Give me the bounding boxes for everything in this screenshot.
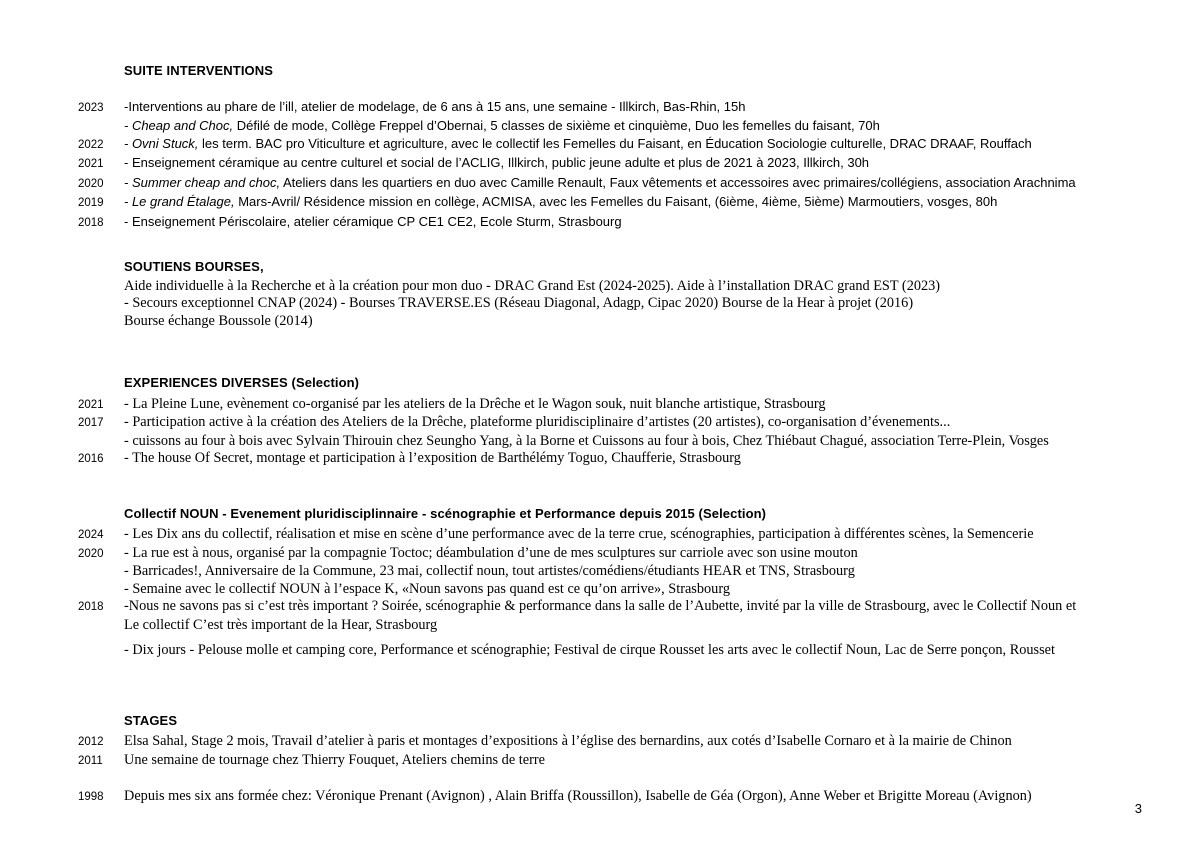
- entry-text: - cuissons au four à bois avec Sylvain Thirouin chez Seungho Yang, à la Borne et Cuissons au four à bois, Chez Thiébaut Chagué, association Terre-Plein, Vosges: [124, 432, 1049, 449]
- section-title-stages: STAGES: [124, 712, 178, 728]
- entry-text: - Dix jours - Pelouse molle et camping core, Performance et scénographie; Festival de cirque Rousset les arts avec le collectif Noun, Lac de Serre ponçon, Rousset: [124, 642, 1055, 658]
- section-title-soutiens-bourses: SOUTIENS BOURSES,: [124, 259, 264, 274]
- section-suite-interventions: [78, 62, 1148, 807]
- entry-row: [78, 313, 1148, 331]
- entry-text: - La Pleine Lune, evènement co-organisé par les ateliers de la Drêche et le Wagon souk, nuit blanche artistique, Strasbourg: [124, 395, 826, 412]
- section-heading: [78, 374, 1148, 392]
- entry-text-rest: Défilé de mode, Collège Freppel d’Obernai, 5 classes de sixième et cinquième, Duo les femelles du faisant, 70h: [233, 118, 880, 133]
- entry-text: - Secours exceptionnel CNAP (2024) - Bourses TRAVERSE.ES (Réseau Diagonal, Adagp, Cipac 2020) Bourse de la Hear à projet (2016): [124, 295, 914, 311]
- entry-row: [78, 617, 1148, 635]
- entry-year: 2018: [78, 216, 104, 229]
- entry-row: [78, 598, 1148, 617]
- entry-row: [78, 135, 1148, 155]
- page-number: 3: [1134, 801, 1142, 816]
- entry-row: [78, 752, 1148, 771]
- entry-row: [78, 733, 1148, 752]
- entry-text: [124, 174, 1148, 192]
- entry-text-italic: - Summer cheap and choc,: [124, 174, 281, 190]
- section-heading: [78, 505, 1148, 523]
- section-heading: [78, 712, 1148, 730]
- entry-text: [124, 117, 1148, 135]
- entry-year: 2020: [78, 177, 104, 190]
- entry-text-italic: - Cheap and Choc,: [124, 118, 234, 133]
- entry-text: -Nous ne savons pas si c’est très important ? Soirée, scénographie & performance dans la salle de l’Aubette, invité par la ville de Strasbourg, avec le Collectif Noun et: [124, 598, 1077, 614]
- entry-year: 2018: [78, 601, 104, 613]
- entry-year: 2023: [78, 101, 104, 114]
- entry-text: - Semaine avec le collectif NOUN à l’espace K, «Noun savons pas quand est ce qu’on arrive», Strasbourg: [124, 580, 730, 597]
- entry-year: 1998: [78, 791, 104, 803]
- entry-row: [78, 396, 1148, 415]
- entry-year: 2011: [78, 754, 103, 767]
- entry-text-rest: Mars-Avril/ Résidence mission en collège, ACMISA, avec les Femelles du Faisant, (6ième, 4ième, 5ième) Marmoutiers, vosges, 80h: [234, 194, 998, 209]
- entry-year: 2019: [78, 197, 104, 209]
- entry-row: [78, 174, 1148, 194]
- entry-row: [78, 278, 1148, 296]
- entry-row: [78, 788, 1148, 807]
- entry-year: 2016: [78, 453, 104, 465]
- entry-text: Aide individuelle à la Recherche et à la création pour mon duo - DRAC Grand Est (2024-2025). Aide à l’installation DRAC grand EST (2023): [124, 277, 941, 294]
- entry-row: [78, 414, 1148, 433]
- entry-row: [78, 545, 1148, 564]
- entry-row: [78, 193, 1148, 213]
- entry-row: [78, 433, 1148, 451]
- entry-text-rest: Ateliers dans les quartiers en duo avec Camille Renault, Faux vêtements et accessoires avec primaires/collégiens, association Arachnima: [280, 174, 1076, 190]
- entry-row: [78, 581, 1148, 599]
- entry-row: [78, 450, 1148, 469]
- entry-row: [78, 642, 1148, 660]
- entry-text: -Interventions au phare de l’ill, atelier de modelage, de 6 ans à 15 ans, une semaine - Illkirch, Bas-Rhin, 15h: [124, 98, 746, 114]
- entry-text: Une semaine de tournage chez Thierry Fouquet, Ateliers chemins de terre: [124, 751, 545, 768]
- section-title-experiences-diverses: EXPERIENCES DIVERSES (Selection): [124, 375, 360, 390]
- entry-row: [78, 563, 1148, 581]
- entry-text: Bourse échange Boussole (2014): [124, 312, 313, 329]
- entry-text-rest: les term. BAC pro Viticulture et agriculture, avec le collectif les Femelles du Faisant, en Éducation Sociologie culturelle, DRAC DRAAF, Rouffach: [198, 135, 1032, 151]
- entry-text: - La rue est à nous, organisé par la compagnie Toctoc; déambulation d’une de mes sculptures sur carriole avec son usine mouton: [124, 544, 858, 561]
- entry-year: 2024: [78, 529, 104, 541]
- entry-year: 2017: [78, 417, 104, 429]
- entry-row: [78, 154, 1148, 174]
- entry-text: - Les Dix ans du collectif, réalisation et mise en scène d’une performance avec de la terre crue, scénographies, participation à différentes scènes, la Semencerie: [124, 526, 1034, 542]
- entry-text: Depuis mes six ans formée chez: Véronique Prenant (Avignon) , Alain Briffa (Roussillon), Isabelle de Géa (Orgon), Anne Weber et Brigitte Moreau (Avignon): [124, 788, 1032, 804]
- entry-year: 2012: [78, 736, 104, 748]
- entry-row: [78, 98, 1148, 118]
- entry-text: [124, 193, 1148, 211]
- section-title-suite-interventions: SUITE INTERVENTIONS: [124, 63, 274, 78]
- section-heading: [78, 62, 1148, 80]
- entry-year: 2022: [78, 138, 104, 151]
- entry-text-italic: - Le grand Étalage,: [124, 194, 235, 209]
- section-heading: [78, 258, 1148, 276]
- section-title-collectif-noun: Collectif NOUN - Evenement pluridisciplinnaire - scénographie et Performance depuis 2015 (Selection): [124, 505, 767, 521]
- entry-text: - Participation active à la création des Ateliers de la Drêche, plateforme pluridisciplinaire d’artistes (20 artistes), co-organisation d’évenements...: [124, 414, 951, 430]
- entry-row: [78, 295, 1148, 313]
- entry-text: - Enseignement Périscolaire, atelier céramique CP CE1 CE2, Ecole Sturm, Strasbourg: [124, 213, 622, 229]
- entry-text: Elsa Sahal, Stage 2 mois, Travail d’atelier à paris et montages d’expositions à l’église des bernardins, aux cotés d’Isabelle Cornaro et à la mairie de Chinon: [124, 733, 1012, 749]
- entry-row: [78, 117, 1148, 135]
- entry-text: [124, 135, 1148, 153]
- entry-year: 2020: [78, 547, 104, 560]
- entry-year: 2021: [78, 398, 104, 411]
- entry-text-italic: - Ovni Stuck,: [124, 135, 199, 151]
- entry-text: - Barricades!, Anniversaire de la Commune, 23 mai, collectif noun, tout artistes/comédiens/étudiants HEAR et TNS, Strasbourg: [124, 563, 855, 579]
- entry-text: - The house Of Secret, montage et participation à l’exposition de Barthélémy Toguo, Chaufferie, Strasbourg: [124, 450, 741, 466]
- entry-year: 2021: [78, 158, 104, 170]
- entry-text: Le collectif C’est très important de la Hear, Strasbourg: [124, 616, 438, 633]
- entry-row: [78, 526, 1148, 545]
- entry-row: [78, 213, 1148, 233]
- entry-text: - Enseignement céramique au centre culturel et social de l’ACLIG, Illkirch, public jeune adulte et plus de 2021 à 2023, Illkirch, 30h: [124, 155, 870, 170]
